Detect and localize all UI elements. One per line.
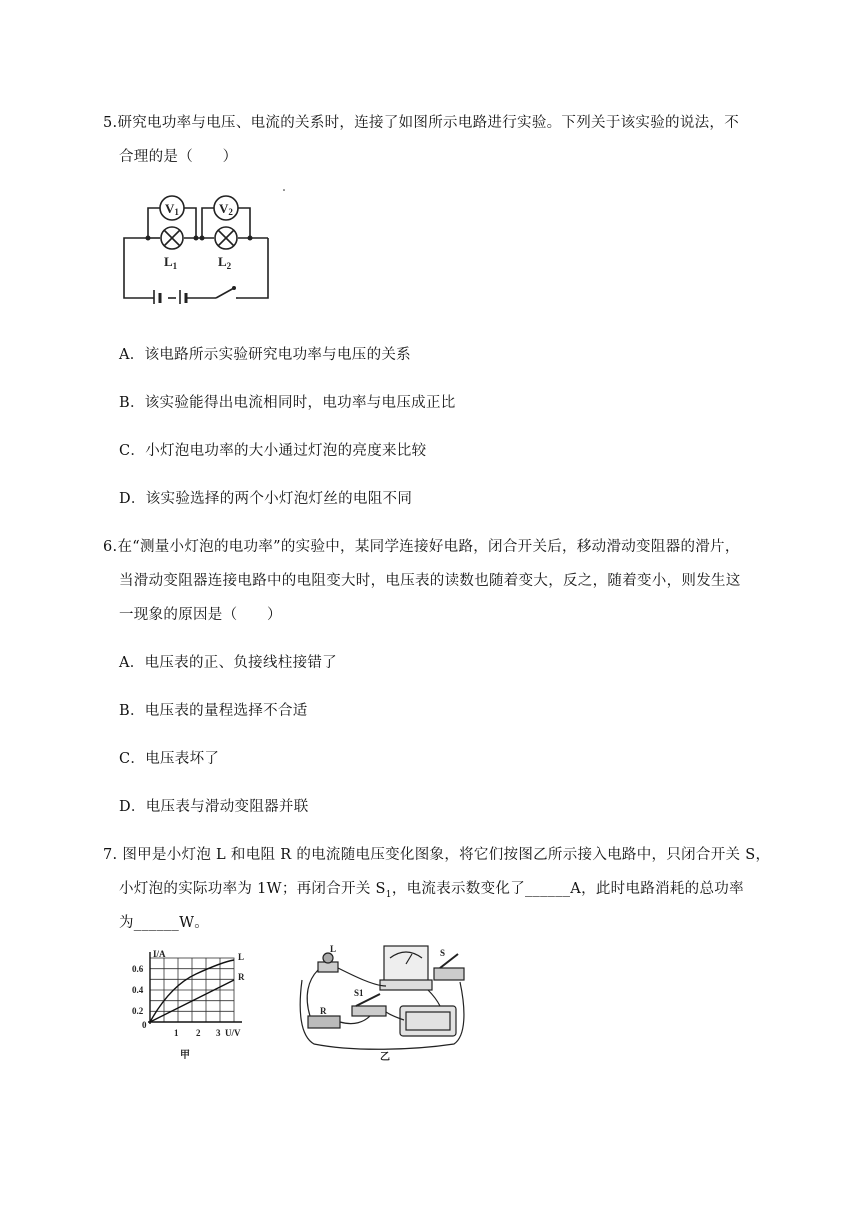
graph-caption: 甲 (180, 1050, 190, 1061)
graph-curve-l-label: L (238, 952, 245, 962)
photo-label-r: R (320, 1006, 327, 1016)
svg-text:L2 (218, 254, 232, 271)
question-5-line-1 (103, 111, 739, 132)
q6-option-d: D．电压表与滑动变阻器并联 (119, 799, 309, 815)
circuit-photo-figure (294, 940, 470, 1066)
q6-option-c: C．电压表坏了 (119, 751, 220, 767)
graph-origin: 0 (142, 1020, 147, 1030)
graph-x-tick-1: 1 (174, 1028, 179, 1038)
question-6-text-1: 在“测量小灯泡的电功率”的实验中，某同学连接好电路，闭合开关后，移动滑动变阻器的滑片， (117, 539, 740, 555)
question-5-text-2: 合理的是（ ） (119, 149, 238, 165)
v1-label: V (165, 201, 175, 216)
svg-text:L1 (164, 254, 178, 271)
question-6-text-3: 一现象的原因是（ ） (119, 607, 282, 623)
l1-label: L (164, 254, 173, 269)
l2-sub: 2 (226, 261, 232, 271)
graph-y-tick-04: 0.4 (132, 985, 144, 995)
q6-option-b: B．电压表的量程选择不合适 (119, 703, 308, 719)
v2-label: V (219, 201, 229, 216)
svg-text:V1 (165, 201, 179, 217)
question-7-line-1 (103, 843, 770, 864)
graph-y-tick-06: 0.6 (132, 964, 144, 974)
question-7-line-2 (119, 877, 744, 900)
question-5-text-1: 研究电功率与电压、电流的关系时，连接了如图所示电路进行实验。下列关于该实验的说法，不 (117, 115, 740, 131)
question-7-text-2a: 小灯泡的实际功率为 1W；再闭合开关 S (119, 881, 386, 897)
l1-sub: 1 (172, 261, 178, 271)
svg-text:V2 (219, 201, 233, 217)
question-6-number: 6. (103, 539, 118, 555)
question-7-text-2b: ，电流表示数变化了______A，此时电路消耗的总功率 (391, 881, 744, 897)
circuit-diagram-q5 (118, 186, 290, 304)
graph-x-tick-3: 3 (216, 1028, 221, 1038)
q5-option-b: B．该实验能得出电流相同时，电功率与电压成正比 (119, 395, 456, 411)
photo-label-s: S (440, 948, 446, 958)
question-5-number: 5. (103, 115, 118, 131)
question-6-line-1 (103, 535, 740, 556)
photo-caption: 乙 (380, 1052, 390, 1063)
q5-option-a: A．该电路所示实验研究电功率与电压的关系 (119, 347, 411, 363)
question-7-s1-sub: 1 (385, 889, 392, 900)
graph-y-tick-02: 0.2 (132, 1006, 144, 1016)
q5-option-c: C．小灯泡电功率的大小通过灯泡的亮度来比较 (119, 443, 427, 459)
q6-option-a: A．电压表的正、负接线柱接错了 (119, 655, 337, 671)
question-7-text-3: 为______W。 (119, 915, 210, 931)
iu-graph-figure (126, 948, 254, 1066)
question-7-number: 7. (103, 847, 118, 863)
graph-curve-r-label: R (238, 972, 245, 982)
graph-y-label: I/A (153, 949, 166, 959)
photo-label-l: L (330, 944, 337, 954)
q5-option-d: D．该实验选择的两个小灯泡灯丝的电阻不同 (119, 491, 413, 507)
photo-label-s1: S1 (354, 988, 364, 998)
l2-label: L (218, 254, 227, 269)
question-7-text-1: 图甲是小灯泡 L 和电阻 R 的电流随电压变化图象，将它们按图乙所示接入电路中，只闭合开关 S， (117, 847, 771, 863)
graph-x-tick-2: 2 (196, 1028, 201, 1038)
v2-sub: 2 (228, 207, 233, 217)
graph-x-label: U/V (225, 1028, 241, 1038)
v1-sub: 1 (174, 207, 179, 217)
question-6-text-2: 当滑动变阻器连接电路中的电阻变大时，电压表的读数也随着变大，反之，随着变小，则发生这 (119, 573, 741, 589)
